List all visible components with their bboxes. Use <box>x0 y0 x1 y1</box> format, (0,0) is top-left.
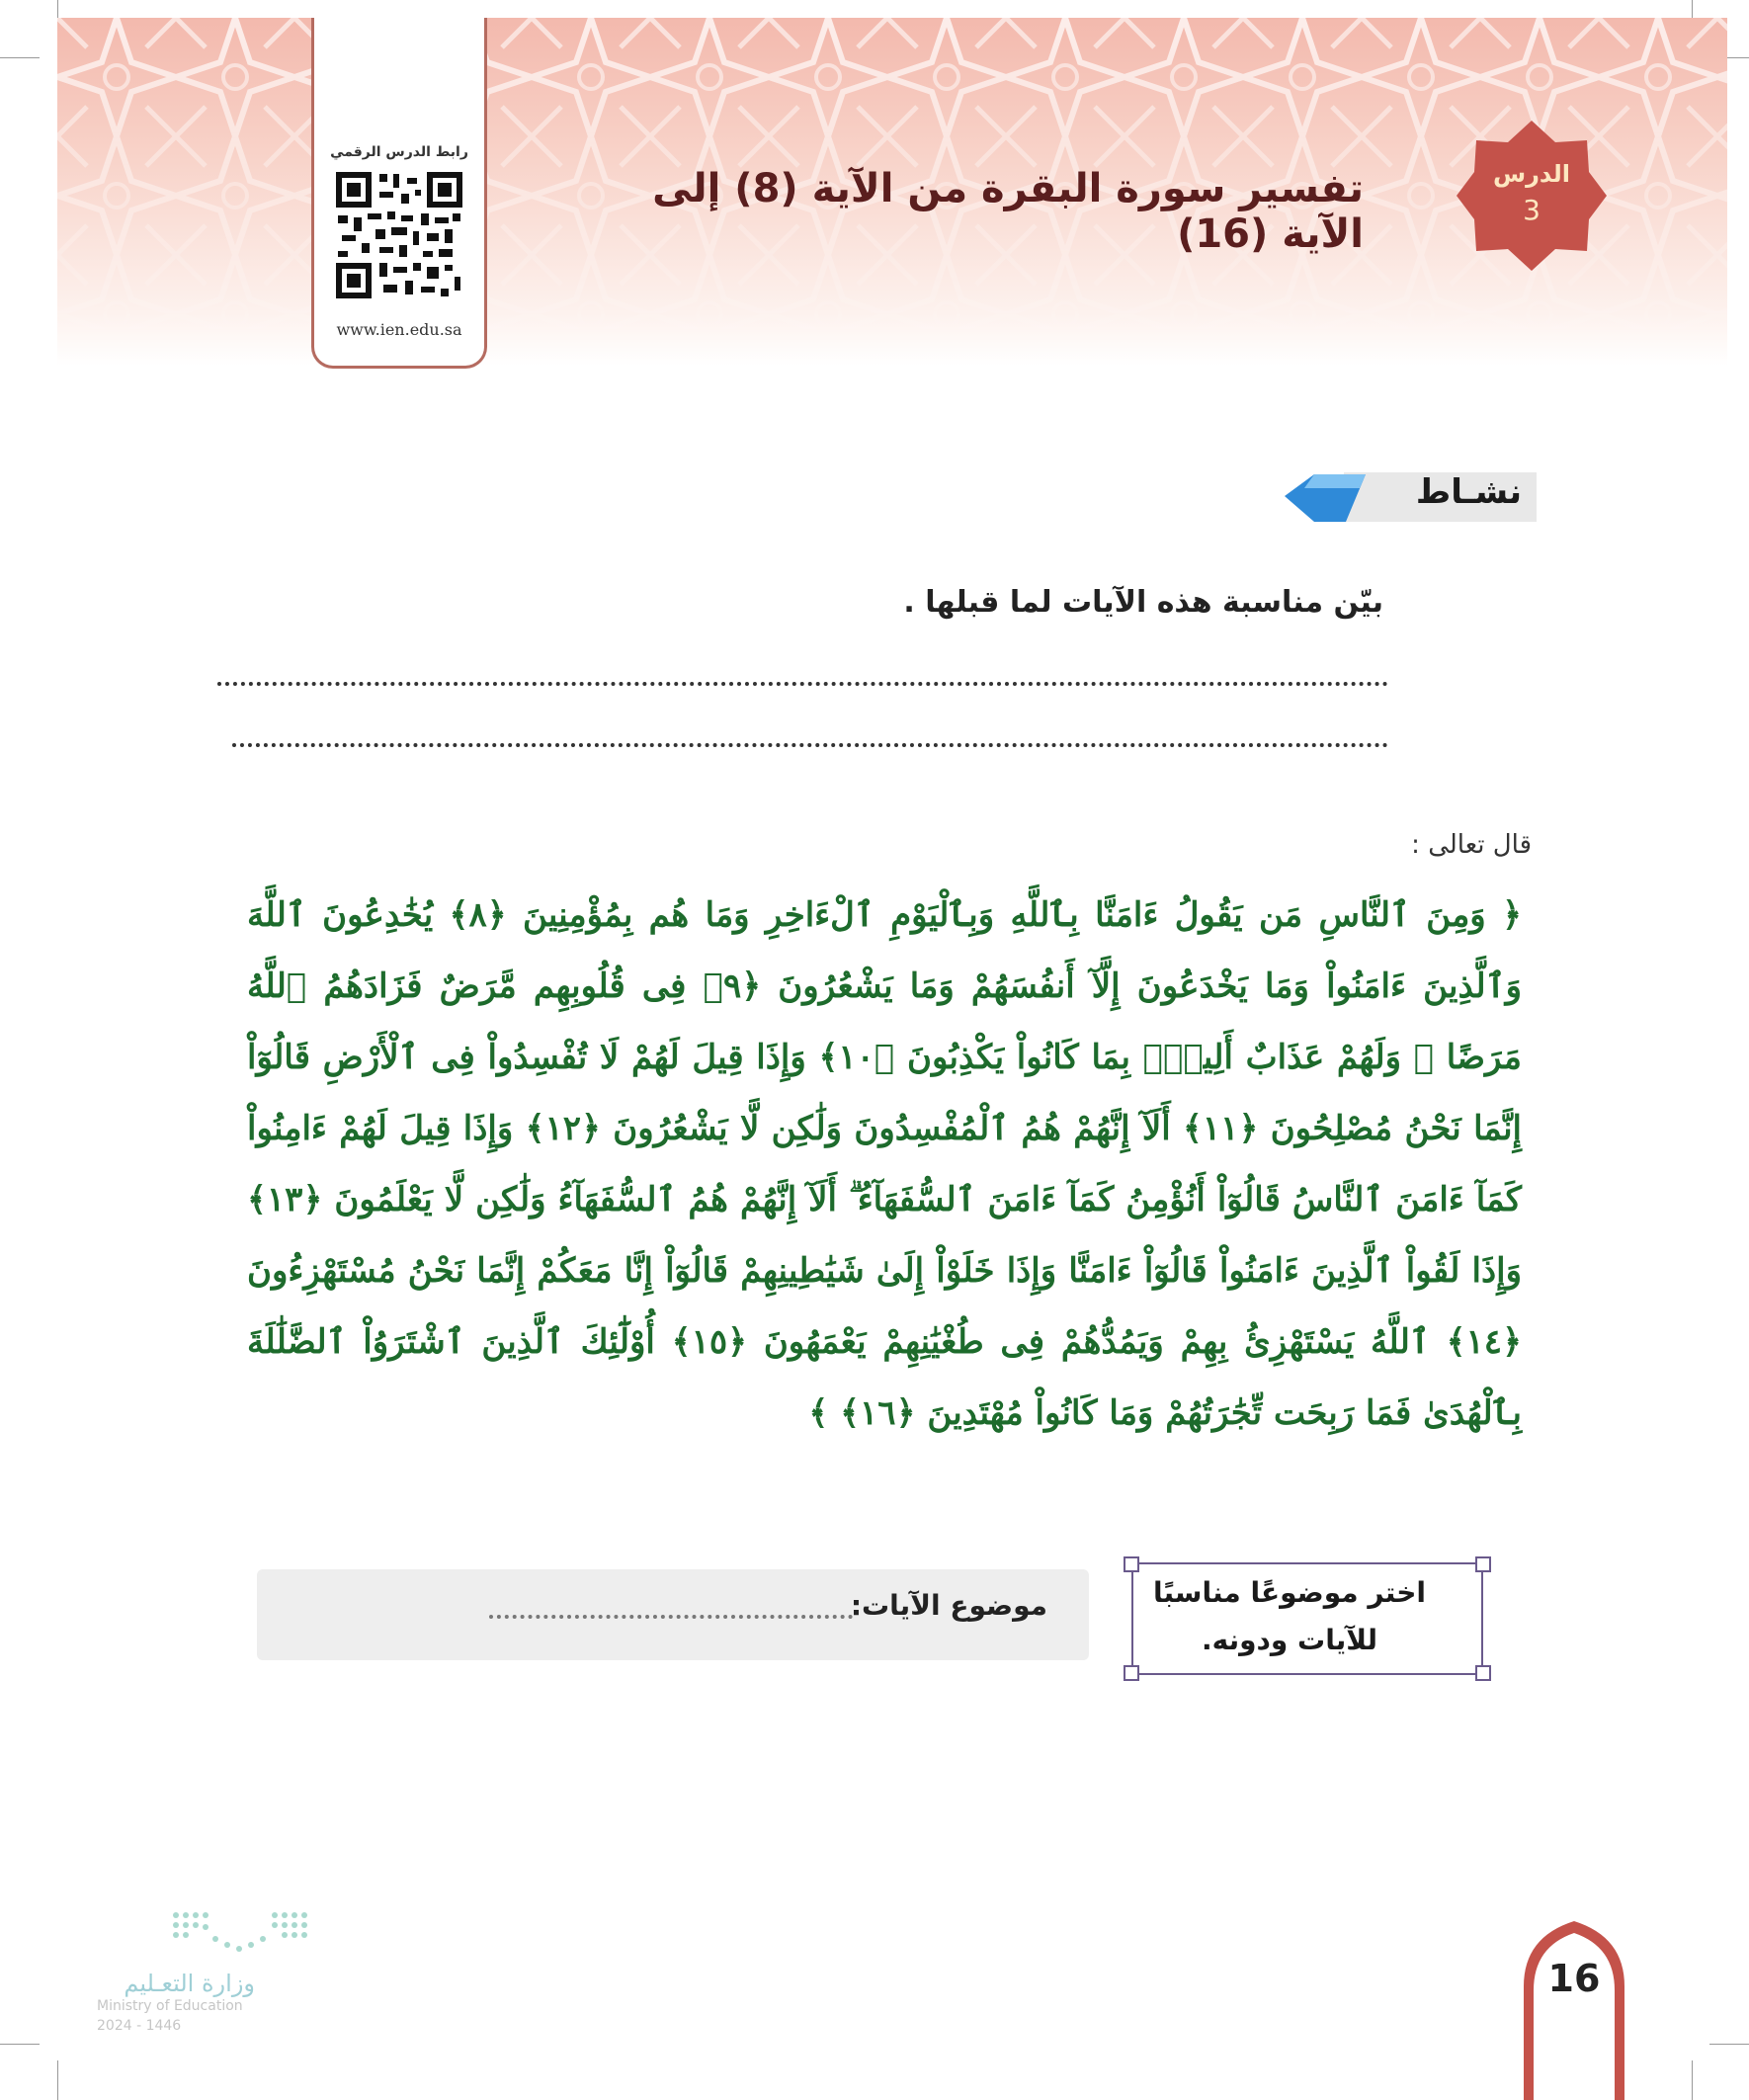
lesson-badge <box>1453 117 1611 275</box>
ministry-name-ar: وزارة التعـليم <box>124 1970 255 1997</box>
qr-code-icon[interactable] <box>332 168 466 302</box>
verse-intro: قال تعالى : <box>1411 830 1532 860</box>
page-number: 16 <box>1547 1957 1601 2000</box>
page-number-tab <box>1520 1917 1628 2100</box>
page-tab-shape <box>1520 1917 1628 2100</box>
answer-line[interactable] <box>232 743 1388 747</box>
crop-mark <box>0 57 40 58</box>
topic-label: موضوع الآيات: <box>850 1589 1047 1622</box>
lesson-badge-label: الدرس <box>1492 160 1571 188</box>
answer-line[interactable] <box>217 682 1388 686</box>
crop-mark <box>1709 2044 1749 2045</box>
instruction-line-1: اختر موضوعًا مناسبًا <box>1152 1576 1427 1609</box>
qr-card[interactable] <box>311 18 487 369</box>
crop-mark <box>0 2044 40 2045</box>
qr-url[interactable]: www.ien.edu.sa <box>336 320 462 339</box>
ministry-logo <box>97 1905 334 2034</box>
lesson-badge-number: 3 <box>1523 194 1541 226</box>
ministry-name-en: Ministry of Education <box>97 1998 243 2014</box>
activity-label: نشـاط <box>1415 472 1522 512</box>
instruction-text <box>1136 1569 1443 1664</box>
instruction-line-2: للآيات ودونه. <box>1202 1624 1377 1656</box>
topic-answer-line[interactable] <box>489 1615 853 1619</box>
ministry-year: 2024 - 1446 <box>97 2018 182 2034</box>
quran-verses: ﴿ وَمِنَ ٱلنَّاسِ مَن يَقُولُ ءَامَنَّا بِٱللَّهِ وَبِٱلْيَوْمِ ٱلْءَاخِرِ وَمَا هُم بِمُؤْمِنِينَ ﴿٨﴾ يُخَٰدِعُونَ ٱللَّهَ وَٱلَّذِينَ ءَامَنُواْ وَمَا يَخْدَعُونَ إِلَّآ أَنفُسَهُمْ وَمَا يَشْعُرُونَ ﴿٩﴾ فِى قُلُوبِهِم مَّرَضٌ فَزَادَهُمُ ٱللَّهُ مَرَضًا ۖ وَلَهُمْ عَذَابٌ أَلِيمٌۢ بِمَا كَانُواْ يَكْذِبُونَ ﴿١٠﴾ وَإِذَا قِيلَ لَهُمْ لَا تُفْسِدُواْ فِى ٱلْأَرْضِ قَالُوٓاْ إِنَّمَا نَحْنُ مُصْلِحُونَ ﴿١١﴾ أَلَآ إِنَّهُمْ هُمُ ٱلْمُفْسِدُونَ وَلَٰكِن لَّا يَشْعُرُونَ ﴿١٢﴾ وَإِذَا قِيلَ لَهُمْ ءَامِنُواْ كَمَآ ءَامَنَ ٱلنَّاسُ قَالُوٓاْ أَنُؤْمِنُ كَمَآ ءَامَنَ ٱلسُّفَهَآءُ ۗ أَلَآ إِنَّهُمْ هُمُ ٱلسُّفَهَآءُ وَلَٰكِن لَّا يَعْلَمُونَ ﴿١٣﴾ وَإِذَا لَقُواْ ٱلَّذِينَ ءَامَنُواْ قَالُوٓاْ ءَامَنَّا وَإِذَا خَلَوْاْ إِلَىٰ شَيَٰطِينِهِمْ قَالُوٓاْ إِنَّا مَعَكُمْ إِنَّمَا نَحْنُ مُسْتَهْزِءُونَ ﴿١٤﴾ ٱللَّهُ يَسْتَهْزِئُ بِهِمْ وَيَمُدُّهُمْ فِى طُغْيَٰنِهِمْ يَعْمَهُونَ ﴿١٥﴾ أُوْلَٰٓئِكَ ٱلَّذِينَ ٱشْتَرَوُاْ ٱلضَّلَٰلَةَ بِٱلْهُدَىٰ فَمَا رَبِحَت تِّجَٰرَتُهُمْ وَمَا كَانُواْ مُهْتَدِينَ ﴿١٦﴾ ﴾ <box>247 895 1523 1433</box>
crop-mark <box>1692 2060 1693 2100</box>
crop-mark <box>57 2060 58 2100</box>
lesson-title: تفسير سورة البقرة من الآية (8) إلى الآية (16) <box>652 166 1364 257</box>
qr-label: رابط الدرس الرقمي <box>330 144 468 160</box>
ministry-dots-icon <box>166 1905 324 1965</box>
activity-question: بيّن مناسبة هذه الآيات لما قبلها . <box>903 585 1383 620</box>
